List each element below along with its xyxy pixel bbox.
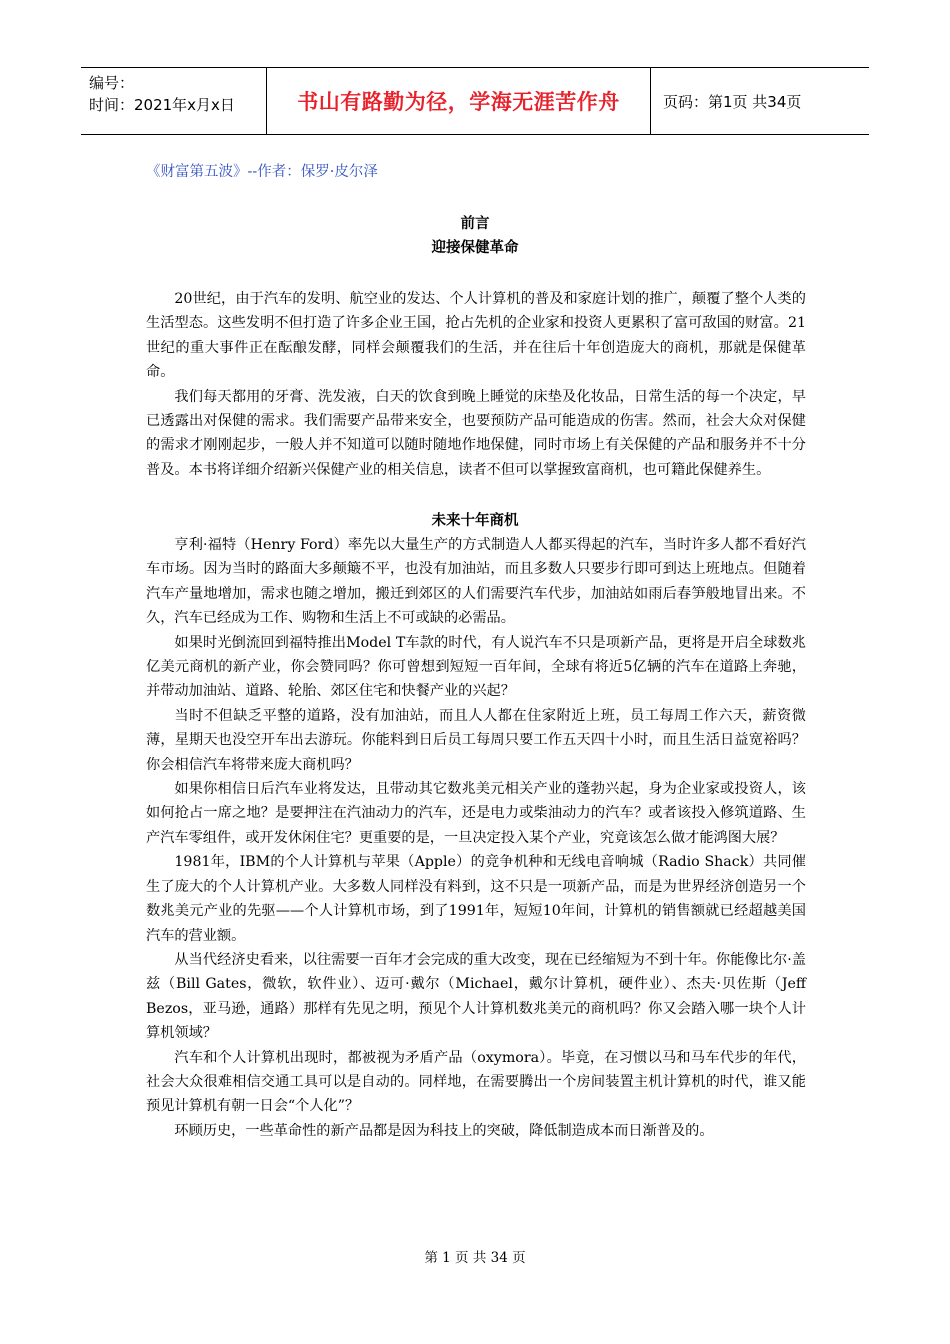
paragraph: 当时不但缺乏平整的道路，没有加油站，而且人人都在住家附近上班，员工每周工作六天，薪资微薄，星期天也没空开车出去游玩。你能料到日后员工每周只要工作五天四十小时，而且生活日益宽裕吗？你会相信汽车将带来庞大商机吗？ [146,707,806,773]
section-body [146,533,806,1143]
section-heading: 未来十年商机 [431,513,519,529]
preface-heading: 前言 [460,216,490,232]
header-page-info: 页码：第1页 共34页 [663,92,802,111]
page-footer: 第 1 页 共 34 页 [424,1250,526,1266]
paragraph: 1981年，IBM的个人计算机与苹果（Apple）的竞争机种和无线电音响城（Radio Shack）共同催生了庞大的个人计算机产业。大多数人同样没有料到，这不只是一项新产品，而是为世界经济创造另一个数兆美元产业的先驱——个人计算机市场，到了1991年，短短10年间，计算机的销售额就已经超越美国汽车的营业额。 [146,854,806,944]
paragraph: 亨利·福特（Henry Ford）率先以大量生产的方式制造人人都买得起的汽车，当时许多人都不看好汽车市场。因为当时的路面大多颠簸不平，也没有加油站，而且多数人只要步行即可到达上班地点。但随着汽车产量地增加，需求也随之增加，搬迁到郊区的人们需要汽车代步，加油站如雨后春笋般地冒出来。不久，汽车已经成为工作、购物和生活上不可或缺的必需品。 [146,537,806,627]
document-date-label: 时间：2021年x月x日 [89,96,235,114]
paragraph: 我们每天都用的牙膏、洗发液，白天的饮食到晚上睡觉的床垫及化妆品，日常生活的每一个决定，早已透露出对保健的需求。我们需要产品带来安全，也要预防产品可能造成的伤害。然而，社会大众对保健的需求才刚刚起步，一般人并不知道可以随时随地作地保健，同时市场上有关保健的产品和服务并不十分普及。本书将详细介绍新兴保健产业的相关信息，读者不但可以掌握致富商机，也可籍此保健养生。 [146,388,806,478]
paragraph: 从当代经济史看来，以往需要一百年才会完成的重大改变，现在已经缩短为不到十年。你能像比尔·盖兹（Bill Gates，微软，软件业）、迈可·戴尔（Michael，戴尔计算机，硬件业）、杰夫·贝佐斯（Jeff Bezos，亚马逊，通路）那样有先见之明，预见个人计算机数兆美元的商机吗？你又会踏入哪一块个人计算机领域？ [146,951,806,1042]
header-motto: 书山有路勤为径，学海无涯苦作舟 [267,68,651,134]
paragraph: 环顾历史，一些革命性的新产品都是因为科技上的突破，降低制造成本而日渐普及的。 [174,1122,714,1139]
preface-body [146,287,806,482]
paragraph: 如果时光倒流回到福特推出Model T车款的时代，有人说汽车不只是项新产品，更将是开启全球数兆亿美元商机的新产业，你会赞同吗？你可曾想到短短一百年间，全球有将近5亿辆的汽车在道路上奔驰，并带动加油站、道路、轮胎、郊区住宅和快餐产业的兴起？ [146,634,806,700]
preface-subtitle: 迎接保健革命 [431,240,519,256]
header-meta-cell [81,68,267,134]
page-header [81,67,869,135]
paragraph: 汽车和个人计算机出现时，都被视为矛盾产品（oxymora）。毕竟，在习惯以马和马车代步的年代，社会大众很难相信交通工具可以是自动的。同样地，在需要腾出一个房间装置主机计算机的时代，谁又能预见计算机有朝一日会“个人化”？ [146,1049,806,1115]
document-number-label: 编号： [89,74,135,92]
source-line: 《财富第五波》--作者：保罗·皮尔泽 [146,164,378,180]
paragraph: 如果你相信日后汽车业将发达，且带动其它数兆美元相关产业的蓬勃兴起，身为企业家或投资人，该如何抢占一席之地？是要押注在汽油动力的汽车，还是电力或柴油动力的汽车？或者该投入修筑道路、生产汽车零组件，或开发休闲住宅？更重要的是，一旦决定投入某个产业，究竟该怎么做才能鸿图大展？ [146,781,806,846]
paragraph: 20世纪，由于汽车的发明、航空业的发达、个人计算机的普及和家庭计划的推广，颠覆了整个人类的生活型态。这些发明不但打造了许多企业王国，抢占先机的企业家和投资人更累积了富可敌国的财富。21世纪的重大事件正在酝酿发酵，同样会颠覆我们的生活，并在往后十年创造庞大的商机，那就是保健革命。 [146,291,806,381]
